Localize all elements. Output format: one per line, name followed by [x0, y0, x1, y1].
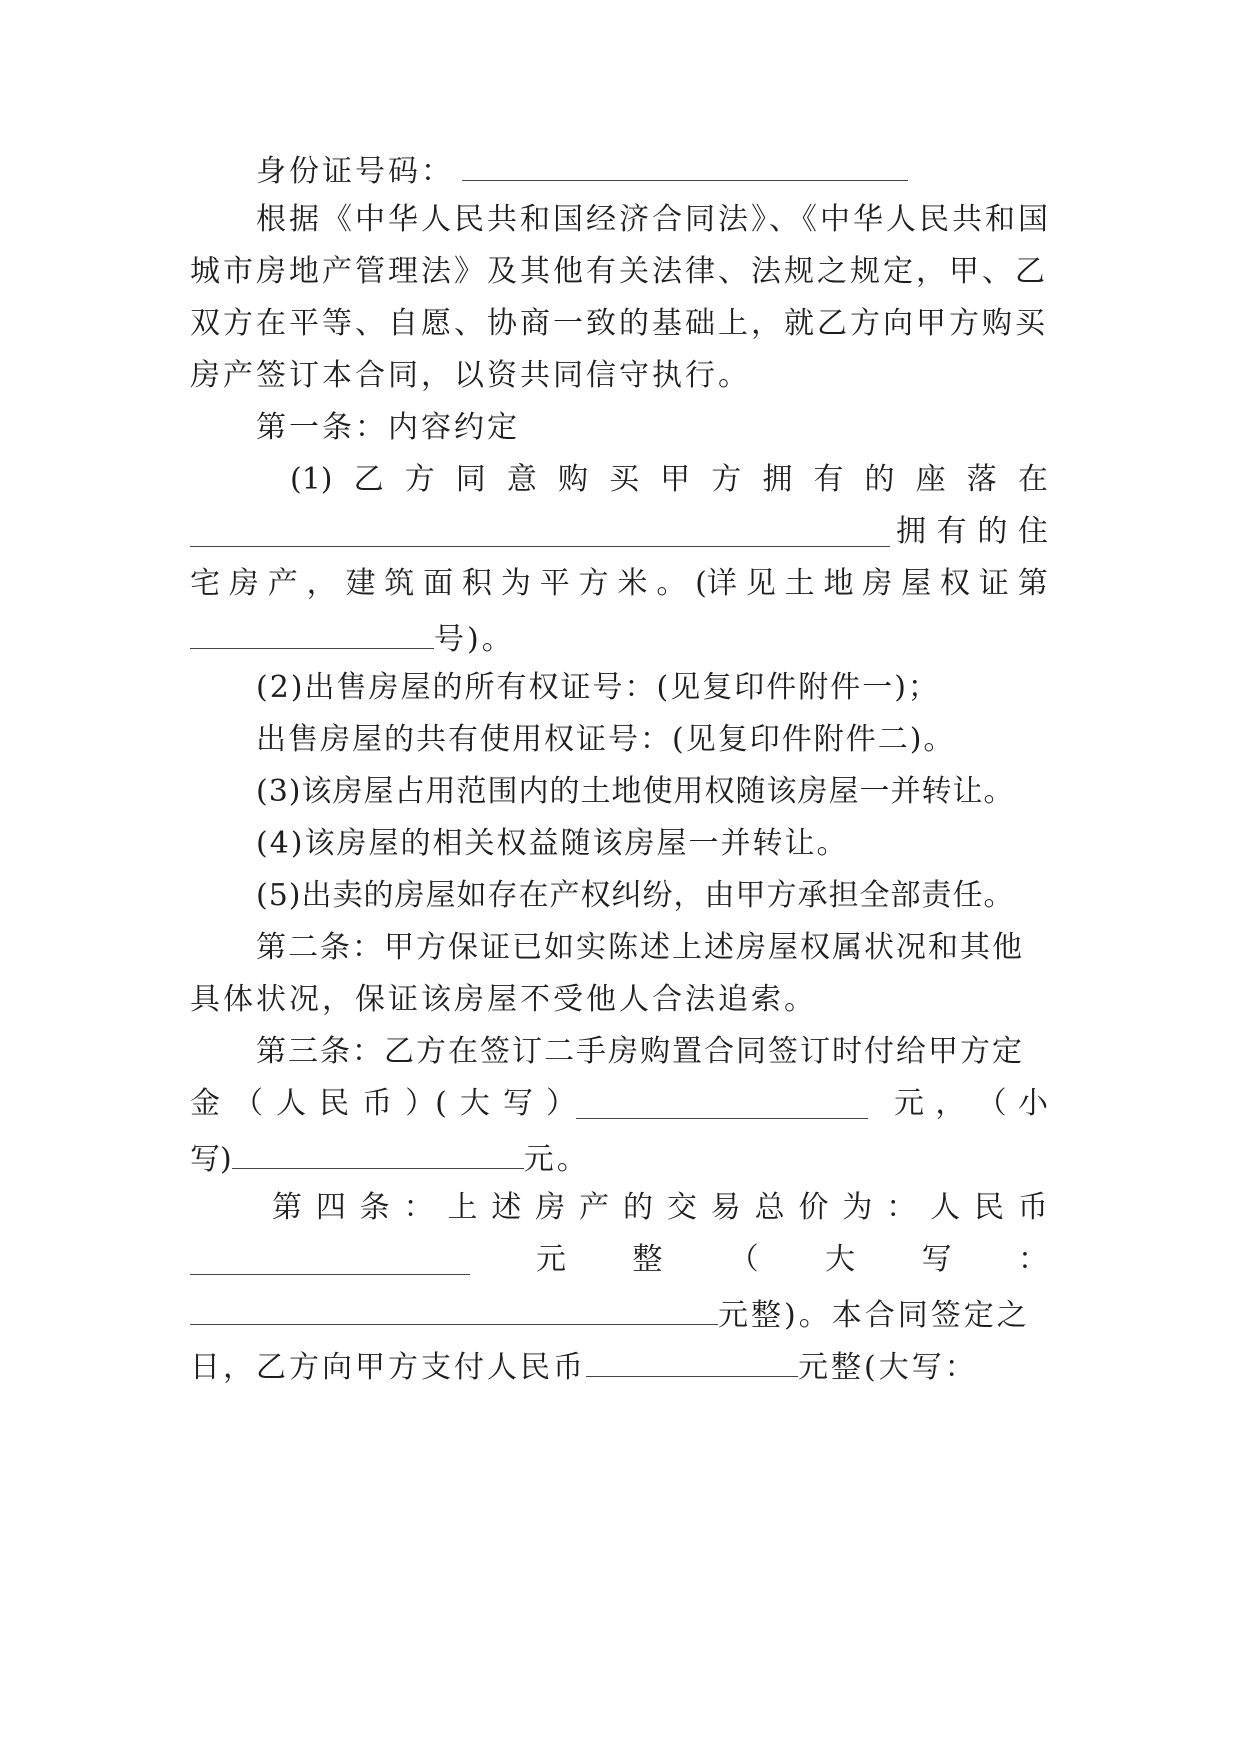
char: 地: [823, 566, 854, 601]
char: 意: [506, 462, 537, 497]
article-4-line-2: [190, 1238, 1048, 1282]
char: 小: [1017, 1086, 1048, 1121]
char: 有: [813, 462, 844, 497]
intro-text-2: 城市房地产管理法》及其他有关法律、法规之规定，甲、乙: [190, 254, 1048, 289]
char: 币: [362, 1086, 393, 1121]
char: 写: [502, 1086, 533, 1121]
id-number-blank: [462, 146, 908, 181]
article-1-item-5: [256, 874, 1048, 918]
article-1-item-4: [256, 822, 1048, 866]
char: 建: [345, 566, 376, 601]
char: 产: [267, 566, 298, 601]
char: 币: [1017, 1190, 1048, 1225]
article-2-line-2: [190, 978, 1048, 1022]
char: （: [976, 1086, 1007, 1121]
total-price-uppercase-blank: [190, 1290, 718, 1325]
article-3-text-3b: 元。: [523, 1142, 590, 1177]
char: 第: [272, 1190, 302, 1225]
article-3-line-3: [190, 1134, 1048, 1178]
char: 落: [966, 462, 997, 497]
char: 民: [974, 1190, 1004, 1225]
char: 总: [754, 1190, 785, 1225]
char: 积: [462, 566, 493, 601]
char: 产: [579, 1190, 610, 1225]
char: 述: [491, 1190, 522, 1225]
payment-blank: [586, 1342, 798, 1377]
location-tail: [896, 510, 1048, 554]
char: ：: [1017, 1242, 1048, 1277]
intro-line-3: [190, 302, 1048, 346]
char: 购: [557, 462, 588, 497]
char: 写: [921, 1242, 952, 1277]
deposit-uppercase-blank: [576, 1084, 868, 1119]
item-4-text: (4)该房屋的相关权益随该房屋一并转让。: [256, 826, 849, 861]
char: 易: [710, 1190, 741, 1225]
char: 有: [936, 514, 967, 549]
intro-line-2: [190, 250, 1048, 294]
id-number-label: 身份证号码：: [256, 154, 454, 189]
article-4-text-4b: 元整(大写：: [798, 1350, 978, 1385]
article-2-text-1: 第二条：甲方保证已如实陈述上述房屋权属状况和其他: [256, 930, 1024, 965]
article-1-item-2b: [256, 718, 1048, 762]
article-1-item-1-line-3: [190, 562, 1048, 606]
char: 元: [536, 1242, 566, 1277]
char: 四: [315, 1190, 346, 1225]
article-3-text-3a: 写): [190, 1142, 232, 1177]
char: 筑: [384, 566, 415, 601]
char: 房: [862, 566, 893, 601]
article-4-text-4a: 日，乙方向甲方支付人民币: [190, 1350, 586, 1385]
char: 平: [539, 566, 570, 601]
char: 整: [632, 1242, 663, 1277]
char: 为: [500, 566, 531, 601]
char: 的: [864, 462, 895, 497]
article-1-item-2: [256, 666, 1048, 710]
item-3-text: (3)该房屋占用范围内的土地使用权随该房屋一并转让。: [256, 774, 1015, 809]
char: (详: [695, 566, 737, 601]
char: 拥: [896, 514, 926, 549]
char: ：: [886, 1190, 917, 1225]
char: 方: [404, 462, 435, 497]
total-price-tail: [536, 1238, 1048, 1282]
intro-text-4: 房产签订本合同，以资共同信守执行。: [190, 358, 751, 393]
char: 方: [711, 462, 742, 497]
certificate-suffix: 号)。: [434, 622, 515, 657]
char: ）(: [405, 1086, 447, 1121]
char: 方: [578, 566, 609, 601]
certificate-number-blank: [190, 614, 434, 649]
char: 。: [656, 566, 687, 601]
deposit-lowercase-blank: [232, 1134, 524, 1169]
char: ，: [935, 1086, 966, 1121]
char: 宅: [190, 566, 220, 601]
char: 金: [190, 1086, 220, 1121]
char: (1): [290, 462, 333, 497]
char: 房: [535, 1190, 566, 1225]
article-1-item-1-line-2: [190, 510, 1048, 554]
char: 座: [915, 462, 946, 497]
article-1-item-1-line-4: [190, 614, 1048, 658]
item-2-text: (2)出售房屋的所有权证号：(见复印件附件一)；: [256, 670, 940, 705]
char: 买: [609, 462, 640, 497]
article-1-item-3: [256, 770, 1048, 814]
char: 民: [319, 1086, 350, 1121]
intro-line-4: [190, 354, 1048, 398]
item-5-text: (5)出卖的房屋如存在产权纠纷，由甲方承担全部责任。: [256, 878, 1015, 913]
char: 的: [623, 1190, 653, 1225]
char: 的: [977, 514, 1008, 549]
char: 米: [617, 566, 648, 601]
char: （: [233, 1086, 264, 1121]
char: 第: [1017, 566, 1048, 601]
char: ：: [403, 1190, 434, 1225]
char: 大: [459, 1086, 490, 1121]
char: 条: [359, 1190, 390, 1225]
char: 面: [423, 566, 454, 601]
location-blank: [190, 512, 890, 547]
char: 甲: [660, 462, 691, 497]
char: 拥: [762, 462, 793, 497]
article-3-text-1: 第三条：乙方在签订二手房购置合同签订时付给甲方定: [256, 1034, 1024, 1069]
deposit-tail: [894, 1082, 1048, 1126]
article-1-title-text: 第一条：内容约定: [256, 410, 520, 445]
article-3-line-2: [190, 1082, 1048, 1126]
char: 在: [1017, 462, 1048, 497]
char: 屋: [901, 566, 932, 601]
char: 住: [1017, 514, 1048, 549]
char: 见: [745, 566, 776, 601]
item-2b-text: 出售房屋的共有使用权证号：(见复印件附件二)。: [256, 722, 956, 757]
char: 房: [228, 566, 259, 601]
article-2-line-1: [256, 926, 1048, 970]
article-1-item-1-line-1: [290, 458, 1048, 502]
total-price-blank: [190, 1240, 470, 1275]
char: ，: [306, 566, 337, 601]
id-number-line: [256, 146, 1048, 190]
article-4-text-3: 元整)。本合同签定之: [718, 1298, 1030, 1333]
intro-text-3: 双方在平等、自愿、协商一致的基础上，就乙方向甲方购买: [190, 306, 1048, 341]
char: 权: [940, 566, 971, 601]
char: 交: [666, 1190, 697, 1225]
char: 乙: [353, 462, 384, 497]
char: 人: [276, 1086, 307, 1121]
article-3-line-1: [256, 1030, 1048, 1074]
char: 大: [825, 1242, 856, 1277]
char: 人: [930, 1190, 961, 1225]
deposit-label: [190, 1082, 576, 1126]
char: 价: [798, 1190, 829, 1225]
char: （: [728, 1242, 759, 1277]
article-4-line-3: [190, 1290, 1048, 1334]
char: 证: [978, 566, 1009, 601]
char: ）: [545, 1086, 576, 1121]
article-2-text-2: 具体状况，保证该房屋不受他人合法追索。: [190, 982, 817, 1017]
char: 元: [894, 1086, 924, 1121]
article-1-title: [256, 406, 1048, 450]
char: 同: [455, 462, 486, 497]
char: 上: [447, 1190, 478, 1225]
intro-text-1: 根据《中华人民共和国经济合同法》、《中华人民共和国: [256, 202, 1051, 237]
intro-line-1: [256, 198, 1051, 242]
char: 为: [842, 1190, 873, 1225]
article-4-line-4: [190, 1342, 1048, 1386]
char: 土: [784, 566, 815, 601]
article-4-line-1: [272, 1186, 1048, 1230]
